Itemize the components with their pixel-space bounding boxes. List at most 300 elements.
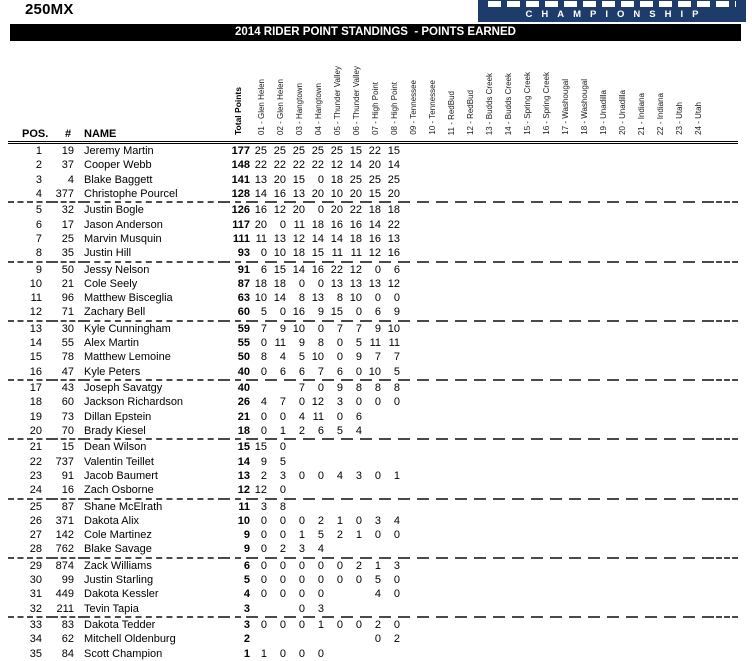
moto-points-cell: 0: [298, 619, 305, 631]
moto-points-cell: [480, 410, 499, 424]
name-cell: Jackson Richardson: [84, 396, 184, 409]
moto-points-cell: [518, 542, 537, 557]
moto-points-cell: [575, 424, 594, 439]
moto-points-cell: 3: [309, 602, 328, 617]
table-row: [8, 143, 738, 159]
total-points-cell: 60: [224, 305, 252, 320]
moto-points-cell: 5: [385, 365, 404, 380]
moto-points-cell: [632, 558, 651, 573]
moto-points-cell: [689, 469, 708, 483]
moto-points-cell: [670, 424, 689, 439]
moto-points-cell: [689, 617, 708, 632]
spacer-cell: [708, 439, 738, 454]
moto-points-cell: 0: [336, 559, 343, 572]
moto-points-cell: [461, 350, 480, 364]
moto-points-cell: [670, 187, 689, 202]
pos-cell: 26: [29, 514, 42, 527]
moto-points-cell: [461, 277, 480, 291]
moto-points-cell: [404, 424, 423, 439]
table-row: [8, 439, 738, 454]
number-cell: 15: [61, 441, 74, 454]
moto-points-cell: [461, 321, 480, 336]
moto-points-cell: 8: [298, 292, 305, 305]
moto-points-cell: 20: [385, 187, 404, 202]
table-row: [8, 395, 738, 409]
moto-points-cell: [632, 483, 651, 498]
number-cell: 377: [52, 187, 84, 202]
number-cell: 71: [52, 305, 84, 320]
moto-points-cell: 5: [279, 455, 286, 468]
moto-points-cell: [575, 380, 594, 395]
moto-points-cell: 9: [374, 322, 381, 335]
moto-points-cell: 20: [292, 204, 305, 217]
moto-points-cell: 7: [279, 396, 286, 409]
moto-points-cell: 2: [260, 469, 267, 482]
table-row: [8, 173, 738, 187]
moto-points-cell: 0: [260, 588, 267, 601]
moto-points-cell: [537, 336, 556, 350]
moto-points-cell: [366, 483, 385, 498]
header-moto-4: 04 - Hangtown: [309, 56, 328, 143]
moto-points-cell: 4: [374, 588, 381, 601]
title-bar: 2014 RIDER POINT STANDINGS - POINTS EARNED: [10, 24, 741, 41]
spacer-cell: [708, 632, 738, 646]
moto-points-cell: [689, 528, 708, 542]
moto-points-cell: [404, 558, 423, 573]
moto-points-cell: 9: [279, 322, 286, 335]
moto-points-cell: [556, 602, 575, 617]
championship-logo: [478, 0, 746, 22]
moto-points-cell: [613, 617, 632, 632]
header-row: [8, 56, 738, 143]
moto-points-cell: 0: [317, 559, 324, 572]
moto-points-cell: [442, 617, 461, 632]
moto-points-cell: [537, 277, 556, 291]
moto-points-cell: [651, 202, 670, 217]
moto-points-cell: 12: [273, 204, 286, 217]
moto-points-cell: [670, 410, 689, 424]
moto-points-cell: [328, 439, 347, 454]
moto-points-cell: [689, 647, 708, 661]
total-points-cell: 117: [232, 218, 250, 231]
moto-points-cell: [689, 187, 708, 202]
moto-points-cell: 5: [374, 574, 381, 587]
moto-points-cell: [442, 173, 461, 187]
moto-points-cell: [404, 617, 423, 632]
number-cell: 99: [61, 574, 74, 587]
total-points-cell: 26: [237, 396, 250, 409]
moto-points-cell: [556, 439, 575, 454]
header-moto-19: 19 - Unadilla: [594, 56, 613, 143]
moto-points-cell: [347, 602, 366, 617]
moto-points-cell: [423, 469, 442, 483]
moto-points-cell: [499, 647, 518, 661]
moto-points-cell: 10: [328, 187, 347, 202]
moto-points-cell: [613, 528, 632, 542]
moto-points-cell: [575, 573, 594, 587]
moto-points-cell: [575, 395, 594, 409]
name-cell: Jessy Nelson: [84, 263, 150, 276]
moto-points-cell: [537, 617, 556, 632]
moto-points-cell: [689, 350, 708, 364]
moto-points-cell: [689, 439, 708, 454]
total-points-cell: 141: [231, 173, 250, 186]
table-row: [8, 246, 738, 261]
moto-points-cell: 5: [298, 351, 305, 364]
moto-points-cell: [442, 602, 461, 617]
number-cell: 78: [61, 351, 74, 364]
moto-points-cell: [423, 632, 442, 646]
table-row: [8, 305, 738, 320]
name-cell: Cole Martinez: [84, 529, 152, 542]
pos-cell: 33: [29, 619, 42, 631]
moto-points-cell: [442, 469, 461, 483]
moto-points-cell: 16: [330, 218, 343, 231]
moto-points-cell: [442, 158, 461, 172]
moto-points-cell: [594, 158, 613, 172]
moto-points-cell: [442, 499, 461, 514]
moto-points-cell: [594, 350, 613, 364]
moto-points-cell: [537, 632, 556, 646]
pos-cell: 24: [8, 483, 52, 498]
moto-points-cell: [423, 395, 442, 409]
moto-points-cell: 0: [260, 619, 267, 631]
spacer-cell: [708, 232, 738, 246]
total-points-cell: 111: [232, 232, 250, 245]
moto-points-cell: 0: [393, 588, 400, 601]
moto-points-cell: [499, 173, 518, 187]
moto-points-cell: [461, 632, 480, 646]
moto-points-cell: 1: [393, 469, 400, 482]
total-points-cell: 128: [224, 187, 252, 202]
moto-points-cell: [594, 455, 613, 469]
moto-points-cell: [670, 173, 689, 187]
moto-points-cell: [537, 410, 556, 424]
pos-cell: 3: [35, 173, 42, 186]
name-cell: Dean Wilson: [84, 441, 147, 454]
moto-points-cell: 0: [252, 424, 271, 439]
moto-points-cell: 1: [336, 514, 343, 527]
moto-points-cell: [499, 587, 518, 601]
moto-points-cell: [423, 587, 442, 601]
moto-points-cell: [689, 483, 708, 498]
moto-points-cell: 0: [279, 529, 286, 542]
moto-points-cell: [480, 305, 499, 320]
moto-points-cell: [366, 439, 385, 454]
moto-points-cell: [480, 321, 499, 336]
moto-points-cell: [518, 499, 537, 514]
name-cell: Blake Savage: [84, 542, 224, 557]
moto-points-cell: [518, 632, 537, 646]
moto-points-cell: [613, 483, 632, 498]
number-cell: 762: [52, 542, 84, 557]
moto-points-cell: [404, 321, 423, 336]
moto-points-cell: [613, 202, 632, 217]
total-points-cell: 1: [243, 647, 250, 660]
moto-points-cell: 0: [279, 619, 286, 631]
total-points-cell: 3: [243, 619, 250, 631]
moto-points-cell: [670, 617, 689, 632]
name-cell: Jacob Baumert: [84, 469, 158, 482]
header-moto-1: 01 - Glen Helen: [252, 56, 271, 143]
moto-points-cell: [537, 305, 556, 320]
moto-points-cell: [575, 483, 594, 498]
moto-points-cell: [423, 277, 442, 291]
moto-points-cell: [461, 143, 480, 159]
moto-points-cell: 20: [368, 159, 381, 172]
moto-points-cell: [689, 218, 708, 232]
moto-points-cell: [651, 528, 670, 542]
moto-points-cell: [518, 602, 537, 617]
pos-cell: 19: [29, 410, 42, 423]
moto-points-cell: 8: [374, 382, 381, 394]
moto-points-cell: 0: [374, 469, 381, 482]
moto-points-cell: [575, 647, 594, 661]
moto-points-cell: [594, 291, 613, 305]
moto-points-cell: [613, 336, 632, 350]
moto-points-cell: [613, 291, 632, 305]
moto-points-cell: [480, 499, 499, 514]
name-cell: Jeremy Martin: [84, 145, 154, 157]
moto-points-cell: 0: [279, 559, 286, 572]
name-cell: Marvin Musquin: [84, 232, 162, 245]
moto-points-cell: [670, 158, 689, 172]
moto-points-cell: 8: [355, 382, 362, 394]
total-points-cell: 91: [237, 263, 250, 276]
moto-points-cell: [556, 202, 575, 217]
moto-points-cell: [670, 587, 689, 601]
moto-points-cell: [252, 602, 271, 617]
moto-points-cell: [556, 232, 575, 246]
moto-points-cell: 7: [374, 351, 381, 364]
moto-points-cell: 0: [260, 574, 267, 587]
moto-points-cell: [575, 587, 594, 601]
moto-points-cell: [404, 602, 423, 617]
moto-points-cell: [480, 246, 499, 261]
moto-points-cell: 18: [330, 173, 343, 186]
moto-points-cell: 22: [292, 159, 305, 172]
pos-cell: 31: [29, 588, 42, 601]
moto-points-cell: [537, 499, 556, 514]
moto-points-cell: 11: [255, 232, 267, 245]
moto-points-cell: [575, 277, 594, 291]
moto-points-cell: [689, 173, 708, 187]
moto-points-cell: [613, 321, 632, 336]
moto-points-cell: 10: [311, 351, 324, 364]
moto-points-cell: [670, 483, 689, 498]
moto-points-cell: 20: [347, 187, 366, 202]
spacer-cell: [708, 173, 738, 187]
moto-points-cell: [442, 202, 461, 217]
total-points-cell: 9: [224, 542, 252, 557]
class-label: 250MX: [25, 1, 74, 18]
moto-points-cell: [518, 143, 537, 159]
moto-points-cell: [537, 602, 556, 617]
moto-points-cell: [423, 291, 442, 305]
moto-points-cell: [670, 514, 689, 528]
moto-points-cell: [461, 395, 480, 409]
total-points-cell: 5: [243, 574, 250, 587]
moto-points-cell: [651, 587, 670, 601]
moto-points-cell: [632, 350, 651, 364]
moto-points-cell: [480, 528, 499, 542]
table-row: [8, 336, 738, 350]
moto-points-cell: [461, 514, 480, 528]
name-cell: Kyle Cunningham: [84, 322, 171, 335]
moto-points-cell: [632, 424, 651, 439]
moto-points-cell: 15: [309, 246, 328, 261]
moto-points-cell: [651, 380, 670, 395]
moto-points-cell: [404, 469, 423, 483]
pos-cell: 9: [35, 263, 42, 276]
header-number: #: [52, 56, 84, 143]
moto-points-cell: [423, 202, 442, 217]
moto-points-cell: [499, 455, 518, 469]
name-cell: Cooper Webb: [84, 159, 152, 172]
moto-points-cell: [575, 187, 594, 202]
moto-points-cell: 0: [347, 305, 366, 320]
moto-points-cell: [518, 187, 537, 202]
moto-points-cell: [442, 305, 461, 320]
moto-points-cell: 22: [349, 204, 362, 217]
pos-cell: 16: [8, 365, 52, 380]
total-points-cell: 14: [237, 455, 250, 468]
name-cell: Dakota Alix: [84, 514, 140, 527]
moto-points-cell: [404, 158, 423, 172]
moto-points-cell: 9: [355, 351, 362, 364]
moto-points-cell: [480, 380, 499, 395]
pos-cell: 7: [35, 232, 42, 245]
header-moto-16: 16 - Spring Creek: [537, 56, 556, 143]
moto-points-cell: [613, 350, 632, 364]
pos-cell: 30: [29, 574, 42, 587]
moto-points-cell: [632, 380, 651, 395]
moto-points-cell: [556, 321, 575, 336]
moto-points-cell: [423, 173, 442, 187]
moto-points-cell: [518, 439, 537, 454]
table-row: [8, 542, 738, 557]
moto-points-cell: [613, 143, 632, 159]
moto-points-cell: [651, 424, 670, 439]
header-moto-12: 12 - RedBud: [461, 56, 480, 143]
moto-points-cell: [594, 542, 613, 557]
spacer-cell: [708, 602, 738, 617]
moto-points-cell: [423, 143, 442, 159]
spacer-cell: [708, 483, 738, 498]
moto-points-cell: [461, 173, 480, 187]
moto-points-cell: [480, 455, 499, 469]
moto-points-cell: [556, 380, 575, 395]
spacer-cell: [708, 143, 738, 159]
moto-points-cell: [518, 232, 537, 246]
table-row: [8, 469, 738, 483]
moto-points-cell: [670, 528, 689, 542]
moto-points-cell: 25: [311, 145, 324, 157]
moto-points-cell: [556, 336, 575, 350]
header-moto-14: 14 - Budds Creek: [499, 56, 518, 143]
moto-points-cell: [404, 173, 423, 187]
total-points-cell: 3: [224, 602, 252, 617]
number-cell: 50: [61, 263, 74, 276]
moto-points-cell: [404, 499, 423, 514]
moto-points-cell: 0: [260, 514, 267, 527]
moto-points-cell: [632, 158, 651, 172]
table-row: [8, 380, 738, 395]
moto-points-cell: [461, 218, 480, 232]
moto-points-cell: 0: [393, 396, 400, 409]
moto-points-cell: [309, 455, 328, 469]
pos-cell: 34: [29, 633, 42, 646]
spacer-cell: [708, 321, 738, 336]
pos-cell: 27: [29, 529, 42, 542]
moto-points-cell: [423, 365, 442, 380]
moto-points-cell: [537, 573, 556, 587]
moto-points-cell: 5: [328, 424, 347, 439]
moto-points-cell: [613, 158, 632, 172]
number-cell: 16: [52, 483, 84, 498]
moto-points-cell: 12: [366, 246, 385, 261]
moto-points-cell: 0: [260, 337, 267, 350]
moto-points-cell: 0: [271, 305, 290, 320]
moto-points-cell: [442, 632, 461, 646]
moto-points-cell: [632, 277, 651, 291]
moto-points-cell: [594, 617, 613, 632]
moto-points-cell: 0: [393, 574, 400, 587]
moto-points-cell: [404, 483, 423, 498]
total-points-cell: 6: [243, 559, 250, 572]
moto-points-cell: [328, 483, 347, 498]
total-points-cell: 15: [237, 441, 250, 454]
moto-points-cell: [575, 410, 594, 424]
moto-points-cell: [632, 573, 651, 587]
moto-points-cell: [651, 542, 670, 557]
moto-points-cell: [461, 305, 480, 320]
total-points-cell: 18: [224, 424, 252, 439]
moto-points-cell: [594, 632, 613, 646]
moto-points-cell: [499, 218, 518, 232]
spacer-cell: [708, 469, 738, 483]
moto-points-cell: 12: [387, 277, 400, 290]
moto-points-cell: [670, 558, 689, 573]
moto-points-cell: [613, 173, 632, 187]
name-cell: Blake Baggett: [84, 173, 153, 186]
moto-points-cell: [594, 587, 613, 601]
moto-points-cell: 0: [347, 365, 366, 380]
moto-points-cell: [651, 173, 670, 187]
moto-points-cell: [689, 380, 708, 395]
spacer-cell: [708, 277, 738, 291]
moto-points-cell: 15: [328, 305, 347, 320]
total-points-cell: 55: [237, 337, 250, 350]
moto-points-cell: 13: [330, 277, 343, 290]
moto-points-cell: [404, 647, 423, 661]
moto-points-cell: [461, 410, 480, 424]
moto-points-cell: 9: [336, 382, 343, 394]
moto-points-cell: [651, 617, 670, 632]
moto-points-cell: [480, 291, 499, 305]
spacer-cell: [708, 187, 738, 202]
number-cell: 737: [55, 455, 74, 468]
table-row: [8, 424, 738, 439]
moto-points-cell: [480, 262, 499, 277]
moto-points-cell: 4: [336, 469, 343, 482]
moto-points-cell: [518, 573, 537, 587]
moto-points-cell: [632, 647, 651, 661]
moto-points-cell: 0: [279, 441, 286, 454]
moto-points-cell: [594, 143, 613, 159]
moto-points-cell: 0: [298, 574, 305, 587]
moto-points-cell: 3: [355, 469, 362, 482]
